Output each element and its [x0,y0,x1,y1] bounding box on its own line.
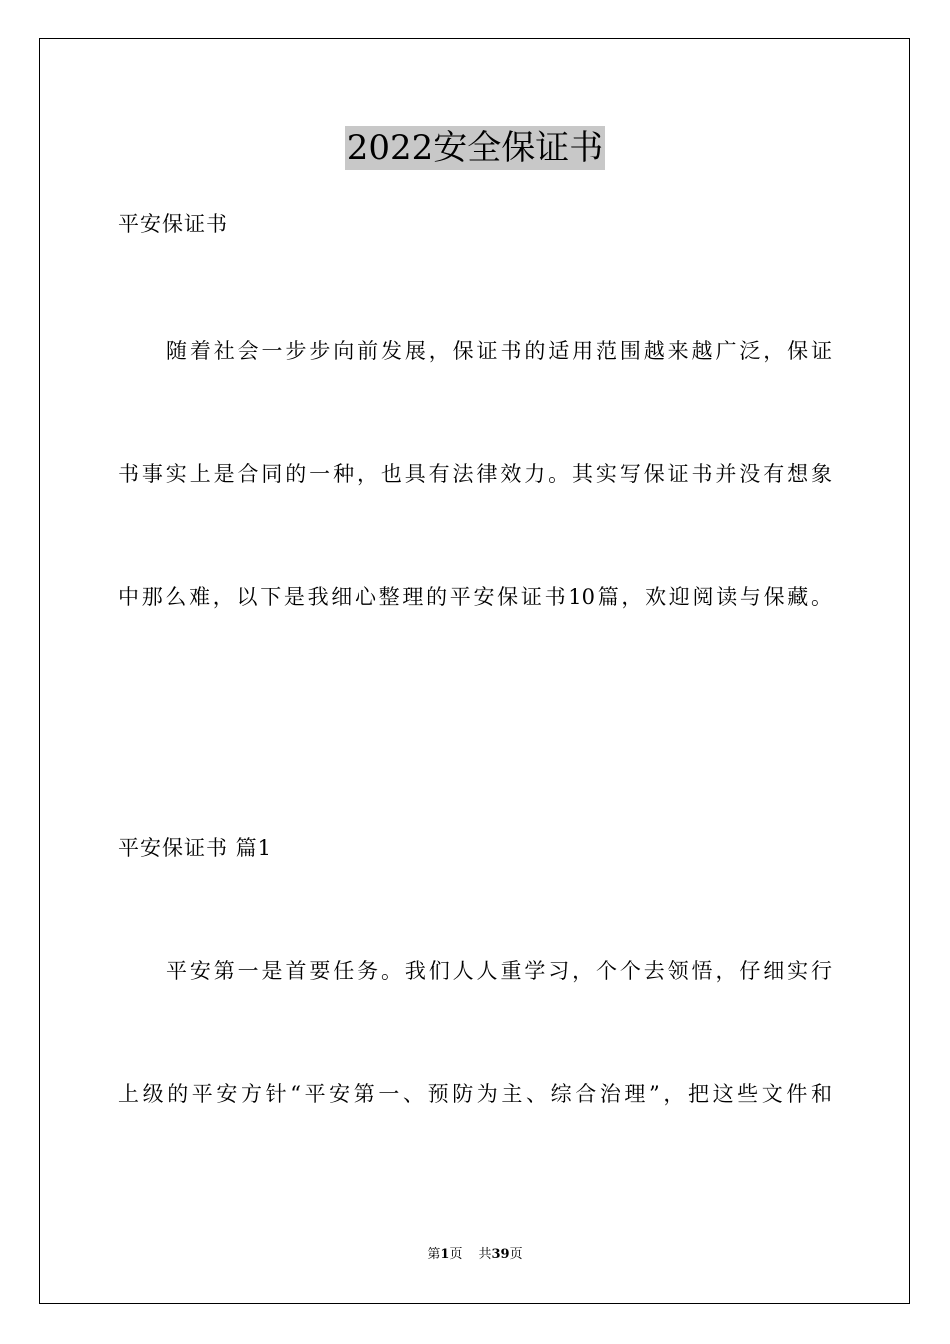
page-footer [0,1246,950,1264]
intro-line-2: 书事实上是合同的一种，也具有法律效力。其实写保证书并没有想象 [118,462,832,486]
intro-line-1: 随着社会一步步向前发展，保证书的适用范围越来越广泛，保证 [166,339,832,363]
subtitle: 平安保证书 [118,212,228,236]
page-current: 1 [440,1247,450,1262]
document-title [0,126,950,170]
total-suffix: 页 [509,1247,523,1262]
section-heading: 平安保证书 篇1 [118,836,273,860]
section-line-2: 上级的平安方针“平安第一、预防为主、综合治理”，把这些文件和 [118,1082,832,1106]
intro-line-3: 中那么难，以下是我细心整理的平安保证书10篇，欢迎阅读与保藏。 [118,585,832,609]
section-line-1: 平安第一是首要任务。我们人人重学习，个个去领悟，仔细实行 [166,959,832,983]
total-prefix: 共 [478,1247,492,1262]
page-suffix: 页 [449,1247,463,1262]
page-prefix: 第 [427,1247,441,1262]
document-title-text: 2022安全保证书 [346,128,604,168]
total-pages: 39 [491,1247,510,1262]
